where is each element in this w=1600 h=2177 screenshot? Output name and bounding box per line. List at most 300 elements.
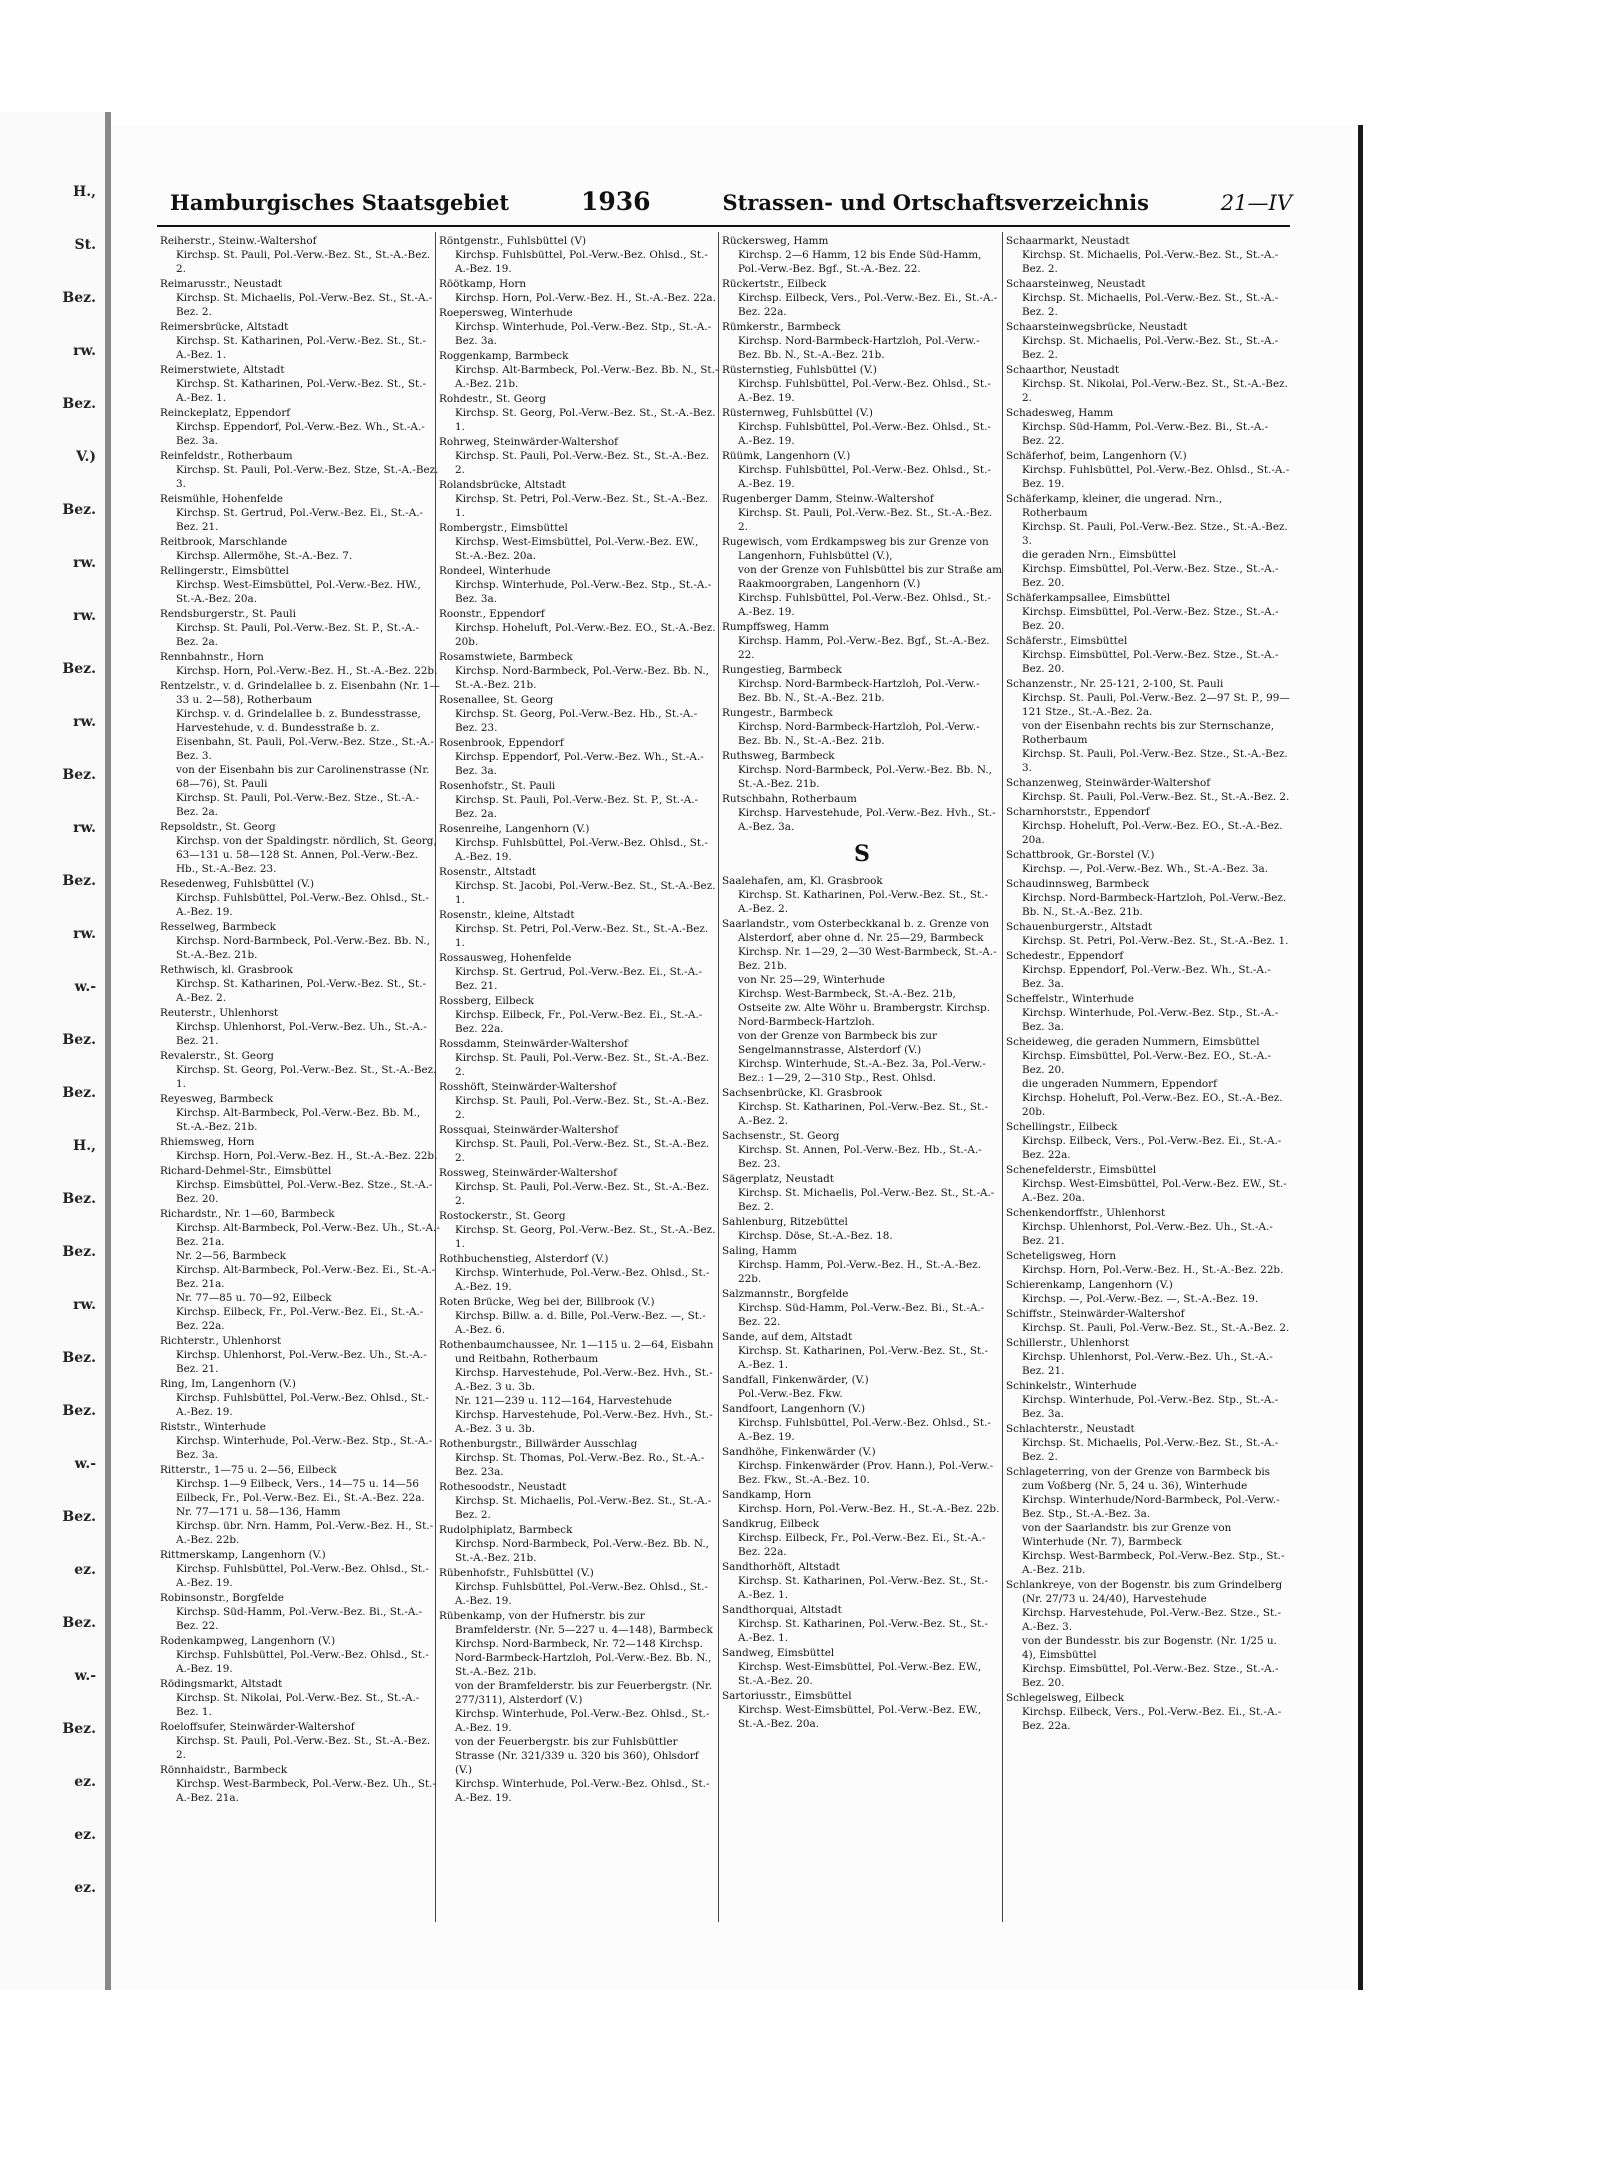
street-entry	[1006, 877, 1290, 919]
street-name: Sartoriusstr., Eimsbüttel	[722, 1690, 852, 1702]
street-entry	[439, 693, 719, 735]
street-name: Schillerstr., Uhlenhorst	[1006, 1337, 1129, 1349]
street-detail: Kirchsp. Eimsbüttel, Pol.-Verw.-Bez. Stze., St.-A.-Bez. 20.	[1022, 649, 1279, 675]
street-detail: Kirchsp. St. Pauli, Pol.-Verw.-Bez. St., St.-A.-Bez. 2.	[176, 1735, 431, 1761]
street-name: Schaarmarkt, Neustadt	[1006, 235, 1130, 247]
header-left-title: Hamburgisches Staatsgebiet	[170, 190, 510, 215]
street-entry	[160, 679, 440, 819]
street-name: Rossausweg, Hohenfelde	[439, 952, 572, 964]
facing-page-fragment: Bez.	[62, 1191, 96, 1207]
street-entry	[1006, 1307, 1290, 1335]
street-detail: Kirchsp. Eilbeck, Vers., Pol.-Verw.-Bez. Ei., St.-A.-Bez. 22a.	[1022, 1706, 1282, 1732]
street-entry	[1006, 992, 1290, 1034]
street-name: Saarlandstr., vom Osterbeckkanal b. z. Grenze von Alsterdorf, aber ohne d. Nr. 25—29, Barmbeck	[722, 918, 990, 944]
street-entry	[722, 706, 1002, 748]
street-detail: Kirchsp. St. Michaelis, Pol.-Verw.-Bez. St., St.-A.-Bez. 2.	[176, 292, 433, 318]
street-name: Reinckeplatz, Eppendorf	[160, 407, 291, 419]
street-detail: Kirchsp. West-Barmbeck, Pol.-Verw.-Bez. Uh., St.-A.-Bez. 21a.	[176, 1778, 437, 1804]
street-entry	[722, 874, 1002, 916]
street-detail: Kirchsp. Nord-Barmbeck, Pol.-Verw.-Bez. Bb. N., St.-A.-Bez. 21b.	[176, 935, 430, 961]
street-detail: Kirchsp. von der Spaldingstr. nördlich, St. Georg, 63—131 u. 58—128 St. Annen, Pol.-Verw.-Bez. Hb., St.-A.-Bez. 23.	[176, 835, 437, 875]
street-name: Schäferkamp, kleiner, die ungerad. Nrn., Rotherbaum	[1006, 493, 1223, 519]
street-detail: Kirchsp. St. Pauli, Pol.-Verw.-Bez. Stze., St.-A.-Bez. 3.	[1022, 748, 1288, 774]
street-detail: Kirchsp. Eimsbüttel, Pol.-Verw.-Bez. Stze., St.-A.-Bez. 20.	[1022, 1663, 1279, 1689]
street-entry	[160, 1677, 440, 1719]
street-name: Reimerstwiete, Altstadt	[160, 364, 285, 376]
street-detail: Kirchsp. Hoheluft, Pol.-Verw.-Bez. EO., St.-A.-Bez. 20b.	[1022, 1092, 1283, 1118]
street-entry	[160, 234, 440, 276]
street-entry	[439, 1252, 719, 1294]
street-detail: Kirchsp. St. Michaelis, Pol.-Verw.-Bez. St., St.-A.-Bez. 2.	[1022, 1437, 1279, 1463]
street-detail: Kirchsp. St. Pauli, Pol.-Verw.-Bez. Stze., St.-A.-Bez. 3.	[1022, 521, 1288, 547]
street-detail: Kirchsp. Nord-Barmbeck, Pol.-Verw.-Bez. Bb. N., St.-A.-Bez. 21b.	[455, 1538, 709, 1564]
street-entry	[722, 1646, 1002, 1688]
street-entry	[722, 449, 1002, 491]
street-detail: Kirchsp. Eimsbüttel, Pol.-Verw.-Bez. Stze., St.-A.-Bez. 20.	[176, 1179, 433, 1205]
page-header	[170, 187, 1292, 221]
street-detail: Kirchsp. St. Katharinen, Pol.-Verw.-Bez. St., St.-A.-Bez. 1.	[176, 378, 427, 404]
facing-page-fragment: Bez.	[62, 767, 96, 783]
street-detail: Kirchsp. Winterhude/Nord-Barmbeck, Pol.-Verw.-Bez. Stp., St.-A.-Bez. 3a.	[1022, 1494, 1280, 1520]
street-name: Rönnhaidstr., Barmbeck	[160, 1764, 288, 1776]
street-detail: Kirchsp. Eimsbüttel, Pol.-Verw.-Bez. Stze., St.-A.-Bez. 20.	[1022, 563, 1279, 589]
street-entry	[160, 1591, 440, 1633]
facing-page-fragment: Bez.	[62, 661, 96, 677]
street-name: Rungestr., Barmbeck	[722, 707, 833, 719]
street-detail: Kirchsp. Harvestehude, Pol.-Verw.-Bez. Hvh., St.-A.-Bez. 3 u. 3b.	[455, 1409, 713, 1435]
street-detail: Kirchsp. West-Barmbeck, St.-A.-Bez. 21b, Ostseite zw. Alte Wöhr u. Brambergstr. Kirchsp. Nord-Barmbeck-Hartzloh.	[738, 988, 991, 1028]
street-detail: Kirchsp. 1—9 Eilbeck, Vers., 14—75 u. 14—56 Eilbeck, Fr., Pol.-Verw.-Bez. Ei., St.-A.-Bez. 22a.	[176, 1478, 425, 1504]
street-entry	[722, 406, 1002, 448]
street-name: Schaarsteinweg, Neustadt	[1006, 278, 1146, 290]
street-entry	[160, 1763, 440, 1805]
street-detail: Kirchsp. Alt-Barmbeck, Pol.-Verw.-Bez. Bb. N., St.-A.-Bez. 21b.	[455, 364, 719, 390]
street-detail: von der Bundesstr. bis zur Bogenstr. (Nr. 1/25 u. 4), Eimsbüttel	[1022, 1635, 1277, 1661]
street-detail: Kirchsp. —, Pol.-Verw.-Bez. —, St.-A.-Bez. 19.	[1022, 1293, 1259, 1305]
street-name: Reuterstr., Uhlenhorst	[160, 1007, 279, 1019]
street-detail: Kirchsp. West-Eimsbüttel, Pol.-Verw.-Bez. HW., St.-A.-Bez. 20a.	[176, 579, 421, 605]
street-detail: Kirchsp. St. Annen, Pol.-Verw.-Bez. Hb., St.-A.-Bez. 23.	[738, 1144, 982, 1170]
street-entry	[722, 1488, 1002, 1516]
street-name: Rolandsbrücke, Altstadt	[439, 479, 566, 491]
street-entry	[1006, 1336, 1290, 1378]
street-name: Sande, auf dem, Altstadt	[722, 1331, 853, 1343]
street-detail: Kirchsp. Eilbeck, Fr., Pol.-Verw.-Bez. Ei., St.-A.-Bez. 22a.	[176, 1306, 424, 1332]
street-entry	[439, 1080, 719, 1122]
street-entry	[1006, 449, 1290, 491]
street-detail: Kirchsp. St. Katharinen, Pol.-Verw.-Bez. St., St.-A.-Bez. 1.	[738, 1618, 989, 1644]
street-detail: Kirchsp. Fuhlsbüttel, Pol.-Verw.-Bez. Ohlsd., St.-A.-Bez. 19.	[1022, 464, 1290, 490]
street-name: Roeloffsufer, Steinwärder-Waltershof	[160, 1721, 355, 1733]
street-name: Repsoldstr., St. Georg	[160, 821, 276, 833]
facing-page-fragment: St.	[74, 237, 96, 253]
street-name: Reyesweg, Barmbeck	[160, 1093, 274, 1105]
street-detail: Kirchsp. Winterhude, Pol.-Verw.-Bez. Ohlsd., St.-A.-Bez. 19.	[455, 1778, 710, 1804]
street-entry	[439, 1338, 719, 1436]
street-name: Schedestr., Eppendorf	[1006, 950, 1124, 962]
street-detail: Kirchsp. St. Gertrud, Pol.-Verw.-Bez. Ei., St.-A.-Bez. 21.	[455, 966, 703, 992]
directory-column-1	[160, 234, 440, 1934]
street-name: Rothenbaumchaussee, Nr. 1—115 u. 2—64, Eisbahn und Reitbahn, Rotherbaum	[439, 1339, 714, 1365]
street-entry	[439, 306, 719, 348]
street-name: Rückertstr., Eilbeck	[722, 278, 827, 290]
street-name: Schinkelstr., Winterhude	[1006, 1380, 1137, 1392]
street-name: Ritterstr., 1—75 u. 2—56, Eilbeck	[160, 1464, 337, 1476]
street-name: Resselweg, Barmbeck	[160, 921, 276, 933]
facing-page-fragment: ez.	[74, 1562, 96, 1578]
street-detail: Kirchsp. Uhlenhorst, Pol.-Verw.-Bez. Uh., St.-A.-Bez. 21.	[1022, 1351, 1273, 1377]
street-name: Schäferstr., Eimsbüttel	[1006, 635, 1128, 647]
street-entry	[439, 564, 719, 606]
street-entry	[160, 564, 440, 606]
street-detail: von der Feuerbergstr. bis zur Fuhlsbüttler Strasse (Nr. 321/339 u. 320 bis 360), Ohlsdorf (V.)	[455, 1736, 699, 1776]
street-detail: Kirchsp. Nord-Barmbeck-Hartzloh, Pol.-Verw.-Bez. Bb. N., St.-A.-Bez. 21b.	[1022, 892, 1287, 918]
street-name: Roggenkamp, Barmbeck	[439, 350, 569, 362]
facing-page-fragment: rw.	[73, 714, 96, 730]
street-detail: Kirchsp. Fuhlsbüttel, Pol.-Verw.-Bez. Ohlsd., St.-A.-Bez. 19.	[738, 1417, 991, 1443]
street-detail: Kirchsp. Winterhude, Pol.-Verw.-Bez. Stp., St.-A.-Bez. 3a.	[1022, 1394, 1279, 1420]
street-name: Schaudinnsweg, Barmbeck	[1006, 878, 1150, 890]
street-detail: Kirchsp. St. Georg, Pol.-Verw.-Bez. St., St.-A.-Bez. 1.	[176, 1064, 437, 1090]
street-name: Sandkamp, Horn	[722, 1489, 812, 1501]
street-entry	[160, 1135, 440, 1163]
street-name: Rugewisch, vom Erdkampsweg bis zur Grenze von Langenhorn, Fuhlsbüttel (V.),	[722, 536, 989, 562]
column-divider	[1002, 232, 1003, 1922]
street-name: Rostockerstr., St. Georg	[439, 1210, 566, 1222]
street-detail: Kirchsp. Alt-Barmbeck, Pol.-Verw.-Bez. Uh., St.-A.-Bez. 21a.	[176, 1222, 440, 1248]
street-detail: Nr. 77—171 u. 58—136, Hamm	[176, 1506, 341, 1518]
street-name: Schauenburgerstr., Altstadt	[1006, 921, 1153, 933]
street-name: Schlegelsweg, Eilbeck	[1006, 1692, 1125, 1704]
street-name: Rumpffsweg, Hamm	[722, 621, 829, 633]
street-entry	[722, 492, 1002, 534]
street-detail: Kirchsp. St. Pauli, Pol.-Verw.-Bez. St., St.-A.-Bez. 2.	[455, 1052, 710, 1078]
street-detail: Kirchsp. St. Jacobi, Pol.-Verw.-Bez. St., St.-A.-Bez. 1.	[455, 880, 716, 906]
street-detail: Nr. 2—56, Barmbeck	[176, 1250, 286, 1262]
street-detail: Kirchsp. Finkenwärder (Prov. Hann.), Pol.-Verw.-Bez. Fkw., St.-A.-Bez. 10.	[738, 1460, 994, 1486]
street-entry	[439, 1523, 719, 1565]
street-entry	[1006, 634, 1290, 676]
street-detail: Kirchsp. Fuhlsbüttel, Pol.-Verw.-Bez. Ohlsd., St.-A.-Bez. 19.	[738, 592, 991, 618]
street-entry	[722, 320, 1002, 362]
street-entry	[439, 607, 719, 649]
street-entry	[160, 1049, 440, 1091]
street-entry	[439, 1437, 719, 1479]
street-name: Sandhöhe, Finkenwärder (V.)	[722, 1446, 876, 1458]
street-detail: Kirchsp. Winterhude, St.-A.-Bez. 3a, Pol.-Verw.-Bez.: 1—29, 2—310 Stp., Rest. Ohlsd.	[738, 1058, 986, 1084]
street-detail: Kirchsp. West-Eimsbüttel, Pol.-Verw.-Bez. EW., St.-A.-Bez. 20.	[738, 1661, 982, 1687]
facing-page-edge	[0, 112, 107, 1990]
street-detail: Kirchsp. übr. Nrn. Hamm, Pol.-Verw.-Bez. H., St.-A.-Bez. 22b.	[176, 1520, 434, 1546]
street-entry	[1006, 1249, 1290, 1277]
header-center-title: Strassen- und Ortschaftsverzeichnis	[722, 190, 1149, 215]
street-name: Rhiemsweg, Horn	[160, 1136, 255, 1148]
street-detail: Kirchsp. St. Thomas, Pol.-Verw.-Bez. Ro., St.-A.-Bez. 23a.	[455, 1452, 705, 1478]
street-detail: Kirchsp. St. Katharinen, Pol.-Verw.-Bez. St., St.-A.-Bez. 2.	[176, 978, 427, 1004]
street-name: Rugenberger Damm, Steinw.-Waltershof	[722, 493, 934, 505]
street-name: Rutschbahn, Rotherbaum	[722, 793, 857, 805]
street-name: Rübenkamp, von der Hufnerstr. bis zur Bramfelderstr. (Nr. 5—227 u. 4—148), Barmbeck	[439, 1610, 713, 1636]
street-detail: Kirchsp. St. Pauli, Pol.-Verw.-Bez. St., St.-A.-Bez. 2.	[1022, 1322, 1290, 1334]
street-entry	[722, 363, 1002, 405]
facing-page-fragment: rw.	[73, 343, 96, 359]
street-entry	[439, 822, 719, 864]
street-detail: Kirchsp. Eimsbüttel, Pol.-Verw.-Bez. Stze., St.-A.-Bez. 20.	[1022, 606, 1279, 632]
street-entry	[160, 1548, 440, 1590]
street-entry	[439, 1166, 719, 1208]
street-entry	[1006, 492, 1290, 590]
street-name: Rothbuchenstieg, Alsterdorf (V.)	[439, 1253, 609, 1265]
street-entry	[160, 650, 440, 678]
street-name: Ring, Im, Langenhorn (V.)	[160, 1378, 296, 1390]
street-detail: Kirchsp. Fuhlsbüttel, Pol.-Verw.-Bez. Ohlsd., St.-A.-Bez. 19.	[738, 421, 991, 447]
street-entry	[439, 1295, 719, 1337]
directory-column-2	[439, 234, 719, 1934]
street-name: Richard-Dehmel-Str., Eimsbüttel	[160, 1165, 332, 1177]
facing-page-fragment: ez.	[74, 1880, 96, 1896]
street-name: Schlageterring, von der Grenze von Barmbeck bis zum Voßberg (Nr. 5, 24 u. 36), Winterhude	[1006, 1466, 1271, 1492]
street-name: Richardstr., Nr. 1—60, Barmbeck	[160, 1208, 335, 1220]
street-detail: Kirchsp. Alt-Barmbeck, Pol.-Verw.-Bez. Bb. M., St.-A.-Bez. 21b.	[176, 1107, 421, 1133]
street-name: Rossweg, Steinwärder-Waltershof	[439, 1167, 617, 1179]
street-detail: Kirchsp. —, Pol.-Verw.-Bez. Wh., St.-A.-Bez. 3a.	[1022, 863, 1269, 875]
street-entry	[722, 1086, 1002, 1128]
street-entry	[722, 1215, 1002, 1243]
street-detail: Kirchsp. Nord-Barmbeck, Pol.-Verw.-Bez. Bb. N., St.-A.-Bez. 21b.	[738, 764, 992, 790]
street-name: Rüümk, Langenhorn (V.)	[722, 450, 851, 462]
street-detail: Kirchsp. St. Katharinen, Pol.-Verw.-Bez. St., St.-A.-Bez. 1.	[738, 1575, 989, 1601]
street-detail: Kirchsp. Eilbeck, Fr., Pol.-Verw.-Bez. Ei., St.-A.-Bez. 22a.	[455, 1009, 703, 1035]
street-entry	[439, 650, 719, 692]
street-name: Rennbahnstr., Horn	[160, 651, 264, 663]
street-name: Sandthorhöft, Altstadt	[722, 1561, 840, 1573]
street-entry	[439, 435, 719, 477]
street-name: Rellingerstr., Eimsbüttel	[160, 565, 289, 577]
street-name: Scharnhorststr., Eppendorf	[1006, 806, 1150, 818]
street-name: Rosenallee, St. Georg	[439, 694, 554, 706]
street-entry	[1006, 1206, 1290, 1248]
street-entry	[160, 535, 440, 563]
street-detail: Kirchsp. Billw. a. d. Bille, Pol.-Verw.-Bez. —, St.-A.-Bez. 6.	[455, 1310, 706, 1336]
street-name: Roepersweg, Winterhude	[439, 307, 573, 319]
street-name: Schanzenstr., Nr. 25-121, 2-100, St. Pauli	[1006, 678, 1224, 690]
street-detail: Kirchsp. Fuhlsbüttel, Pol.-Verw.-Bez. Ohlsd., St.-A.-Bez. 19.	[176, 892, 429, 918]
street-entry	[160, 449, 440, 491]
street-entry	[439, 1123, 719, 1165]
street-name: Roten Brücke, Weg bei der, Billbrook (V.)	[439, 1296, 655, 1308]
street-detail: Kirchsp. Uhlenhorst, Pol.-Verw.-Bez. Uh., St.-A.-Bez. 21.	[176, 1021, 427, 1047]
street-name: Reiherstr., Steinw.-Waltershof	[160, 235, 317, 247]
street-detail: Kirchsp. Horn, Pol.-Verw.-Bez. H., St.-A.-Bez. 22b.	[176, 665, 438, 677]
facing-page-fragment: Bez.	[62, 873, 96, 889]
street-entry	[160, 820, 440, 876]
street-entry	[160, 963, 440, 1005]
street-entry	[1006, 1163, 1290, 1205]
street-detail: Kirchsp. St. Pauli, Pol.-Verw.-Bez. St., St.-A.-Bez. 2.	[455, 1181, 710, 1207]
street-name: Schlachterstr., Neustadt	[1006, 1423, 1135, 1435]
facing-page-fragment: w.-	[74, 979, 96, 995]
street-detail: Kirchsp. Nord-Barmbeck-Hartzloh, Pol.-Verw.-Bez. Bb. N., St.-A.-Bez. 21b.	[738, 678, 980, 704]
street-detail: Kirchsp. Horn, Pol.-Verw.-Bez. H., St.-A.-Bez. 22a.	[455, 292, 716, 304]
street-name: Sandkrug, Eilbeck	[722, 1518, 820, 1530]
street-detail: Kirchsp. Eilbeck, Vers., Pol.-Verw.-Bez. Ei., St.-A.-Bez. 22a.	[1022, 1135, 1282, 1161]
street-detail: Kirchsp. St. Katharinen, Pol.-Verw.-Bez. St., St.-A.-Bez. 2.	[738, 889, 989, 915]
street-detail: Kirchsp. v. d. Grindelallee b. z. Bundesstrasse, Harvestehude, v. d. Bundesstraße b. z. Eisenbahn, St. Pauli, Pol.-Verw.-Bez. Stze., St.-A.-Bez. 3.	[176, 708, 434, 762]
street-name: Richterstr., Uhlenhorst	[160, 1335, 282, 1347]
street-name: Rondeel, Winterhude	[439, 565, 551, 577]
facing-page-fragment: Bez.	[62, 1244, 96, 1260]
street-detail: Kirchsp. St. Pauli, Pol.-Verw.-Bez. Stze, St.-A.-Bez. 3.	[176, 464, 439, 490]
street-entry	[1006, 320, 1290, 362]
street-detail: Kirchsp. Nord-Barmbeck, Nr. 72—148 Kirchsp. Nord-Barmbeck-Hartzloh, Pol.-Verw.-Bez. Bb. N., St.-A.-Bez. 21b.	[455, 1638, 712, 1678]
street-entry	[1006, 677, 1290, 775]
street-detail: Kirchsp. Harvestehude, Pol.-Verw.-Bez. Hvh., St.-A.-Bez. 3 u. 3b.	[455, 1367, 713, 1393]
street-name: Rosenbrook, Eppendorf	[439, 737, 564, 749]
street-entry	[160, 1377, 440, 1419]
street-detail: Kirchsp. St. Petri, Pol.-Verw.-Bez. St., St.-A.-Bez. 1.	[1022, 935, 1289, 947]
street-detail: Kirchsp. St. Pauli, Pol.-Verw.-Bez. 2—97 St. P., 99—121 Stze., St.-A.-Bez. 2a.	[1022, 692, 1290, 718]
street-entry	[722, 1402, 1002, 1444]
street-detail: Kirchsp. St. Pauli, Pol.-Verw.-Bez. St., St.-A.-Bez. 2.	[176, 249, 431, 275]
street-name: Rungestieg, Barmbeck	[722, 664, 842, 676]
street-detail: Kirchsp. Fuhlsbüttel, Pol.-Verw.-Bez. Ohlsd., St.-A.-Bez. 19.	[455, 1581, 708, 1607]
street-name: Rüsternweg, Fuhlsbüttel (V.)	[722, 407, 873, 419]
street-entry	[1006, 1422, 1290, 1464]
street-name: Rohdestr., St. Georg	[439, 393, 547, 405]
facing-page-fragment: rw.	[73, 555, 96, 571]
street-name: Schenkendorffstr., Uhlenhorst	[1006, 1207, 1166, 1219]
street-detail: Kirchsp. Nord-Barmbeck-Hartzloh, Pol.-Verw.-Bez. Bb. N., St.-A.-Bez. 21b.	[738, 335, 980, 361]
facing-page-fragment: V.)	[76, 449, 96, 465]
street-detail: Kirchsp. Fuhlsbüttel, Pol.-Verw.-Bez. Ohlsd., St.-A.-Bez. 19.	[738, 464, 991, 490]
street-detail: Kirchsp. West-Barmbeck, Pol.-Verw.-Bez. Stp., St.-A.-Bez. 21b.	[1022, 1550, 1285, 1576]
street-name: Saling, Hamm	[722, 1245, 797, 1257]
street-name: Sachsenbrücke, Kl. Grasbrook	[722, 1087, 883, 1099]
street-name: Reitbrook, Marschlande	[160, 536, 288, 548]
street-detail: von der Eisenbahn bis zur Carolinenstrasse (Nr. 68—76), St. Pauli	[176, 764, 430, 790]
street-detail: Kirchsp. St. Pauli, Pol.-Verw.-Bez. St. P., St.-A.-Bez. 2a.	[176, 622, 420, 648]
street-name: Sandfoort, Langenhorn (V.)	[722, 1403, 866, 1415]
street-detail: Kirchsp. St. Pauli, Pol.-Verw.-Bez. St., St.-A.-Bez. 2.	[738, 507, 993, 533]
street-detail: Kirchsp. St. Georg, Pol.-Verw.-Bez. St., St.-A.-Bez. 1.	[455, 1224, 716, 1250]
street-entry	[1006, 1465, 1290, 1577]
street-name: Rossquai, Steinwärder-Waltershof	[439, 1124, 619, 1136]
street-detail: von der Grenze von Barmbeck bis zur Sengelmannstrasse, Alsterdorf (V.)	[738, 1030, 937, 1056]
facing-page-fragment: rw.	[73, 820, 96, 836]
street-entry	[439, 1480, 719, 1522]
street-name: Rethwisch, kl. Grasbrook	[160, 964, 293, 976]
street-entry	[722, 1129, 1002, 1171]
street-entry	[439, 865, 719, 907]
street-detail: Kirchsp. Fuhlsbüttel, Pol.-Verw.-Bez. Ohlsd., St.-A.-Bez. 19.	[176, 1392, 429, 1418]
street-detail: Kirchsp. Winterhude, Pol.-Verw.-Bez. Stp., St.-A.-Bez. 3a.	[176, 1435, 433, 1461]
street-detail: Kirchsp. St. Michaelis, Pol.-Verw.-Bez. St., St.-A.-Bez. 2.	[1022, 292, 1279, 318]
street-name: Revalerstr., St. Georg	[160, 1050, 274, 1062]
street-entry	[722, 1172, 1002, 1214]
street-entry	[439, 234, 719, 276]
street-name: Rossdamm, Steinwärder-Waltershof	[439, 1038, 628, 1050]
street-entry	[160, 277, 440, 319]
facing-page-fragment: Bez.	[62, 1350, 96, 1366]
street-entry	[160, 1334, 440, 1376]
street-detail: Kirchsp. St. Michaelis, Pol.-Verw.-Bez. St., St.-A.-Bez. 2.	[1022, 335, 1279, 361]
street-name: Schaarsteinwegsbrücke, Neustadt	[1006, 321, 1188, 333]
directory-column-3	[722, 234, 1002, 1934]
street-detail: Pol.-Verw.-Bez. Fkw.	[738, 1388, 843, 1400]
street-detail: Kirchsp. St. Gertrud, Pol.-Verw.-Bez. Ei., St.-A.-Bez. 21.	[176, 507, 424, 533]
street-name: Röntgenstr., Fuhlsbüttel (V)	[439, 235, 587, 247]
street-name: Schadesweg, Hamm	[1006, 407, 1114, 419]
street-entry	[722, 792, 1002, 834]
street-entry	[722, 277, 1002, 319]
street-detail: Kirchsp. Süd-Hamm, Pol.-Verw.-Bez. Bi., St.-A.-Bez. 22.	[176, 1606, 423, 1632]
street-detail: Kirchsp. Allermöhe, St.-A.-Bez. 7.	[176, 550, 353, 562]
facing-page-fragment: Bez.	[62, 1032, 96, 1048]
street-detail: Kirchsp. St. Pauli, Pol.-Verw.-Bez. St., St.-A.-Bez. 2.	[1022, 791, 1290, 803]
street-entry	[160, 1207, 440, 1333]
street-detail: Kirchsp. Winterhude, Pol.-Verw.-Bez. Ohlsd., St.-A.-Bez. 19.	[455, 1267, 710, 1293]
header-rule	[157, 225, 1290, 227]
street-name: Rosenhofstr., St. Pauli	[439, 780, 556, 792]
street-name: Scheteligsweg, Horn	[1006, 1250, 1117, 1262]
street-entry	[439, 951, 719, 993]
street-name: Schierenkamp, Langenhorn (V.)	[1006, 1279, 1173, 1291]
street-detail: Kirchsp. St. Michaelis, Pol.-Verw.-Bez. St., St.-A.-Bez. 2.	[1022, 249, 1279, 275]
street-detail: Kirchsp. Horn, Pol.-Verw.-Bez. H., St.-A.-Bez. 22b.	[1022, 1264, 1284, 1276]
street-name: Rosamstwiete, Barmbeck	[439, 651, 573, 663]
street-entry	[439, 1609, 719, 1805]
street-name: Rohrweg, Steinwärder-Waltershof	[439, 436, 618, 448]
street-entry	[160, 1720, 440, 1762]
street-name: Rümkerstr., Barmbeck	[722, 321, 841, 333]
street-detail: Kirchsp. Eppendorf, Pol.-Verw.-Bez. Wh., St.-A.-Bez. 3a.	[455, 751, 704, 777]
street-detail: Kirchsp. Fuhlsbüttel, Pol.-Verw.-Bez. Ohlsd., St.-A.-Bez. 19.	[455, 249, 708, 275]
street-entry	[1006, 848, 1290, 876]
street-entry	[160, 920, 440, 962]
street-entry	[160, 1092, 440, 1134]
street-entry	[1006, 776, 1290, 804]
street-detail: von der Eisenbahn rechts bis zur Sternschanze, Rotherbaum	[1022, 720, 1275, 746]
street-entry	[1006, 949, 1290, 991]
street-entry	[1006, 1379, 1290, 1421]
street-name: Scheffelstr., Winterhude	[1006, 993, 1134, 1005]
facing-page-fragment: Bez.	[62, 1721, 96, 1737]
street-name: Riststr., Winterhude	[160, 1421, 266, 1433]
street-detail: Kirchsp. West-Eimsbüttel, Pol.-Verw.-Bez. EW., St.-A.-Bez. 20a.	[738, 1704, 982, 1730]
street-entry	[1006, 406, 1290, 448]
street-detail: von Nr. 25—29, Winterhude	[738, 974, 886, 986]
street-name: Schiffstr., Steinwärder-Waltershof	[1006, 1308, 1185, 1320]
street-detail: Kirchsp. Eppendorf, Pol.-Verw.-Bez. Wh., St.-A.-Bez. 3a.	[1022, 964, 1271, 990]
street-detail: Kirchsp. St. Pauli, Pol.-Verw.-Bez. Stze., St.-A.-Bez. 2a.	[176, 792, 420, 818]
street-detail: Kirchsp. Fuhlsbüttel, Pol.-Verw.-Bez. Ohlsd., St.-A.-Bez. 19.	[176, 1649, 429, 1675]
street-detail: Kirchsp. St. Petri, Pol.-Verw.-Bez. St., St.-A.-Bez. 1.	[455, 493, 709, 519]
street-entry	[160, 492, 440, 534]
street-entry	[722, 1445, 1002, 1487]
street-detail: Nr. 77—85 u. 70—92, Eilbeck	[176, 1292, 332, 1304]
street-entry	[722, 1244, 1002, 1286]
street-entry	[1006, 234, 1290, 276]
street-entry	[722, 917, 1002, 1085]
facing-page-fragment: Bez.	[62, 1403, 96, 1419]
street-detail: Kirchsp. St. Nikolai, Pol.-Verw.-Bez. St., St.-A.-Bez. 1.	[176, 1692, 420, 1718]
facing-page-fragment: rw.	[73, 926, 96, 942]
street-entry	[722, 535, 1002, 619]
street-name: Salzmannstr., Borgfelde	[722, 1288, 849, 1300]
street-entry	[439, 1209, 719, 1251]
section-letter-heading: S	[854, 841, 870, 867]
street-name: Rüsternstieg, Fuhlsbüttel (V.)	[722, 364, 877, 376]
